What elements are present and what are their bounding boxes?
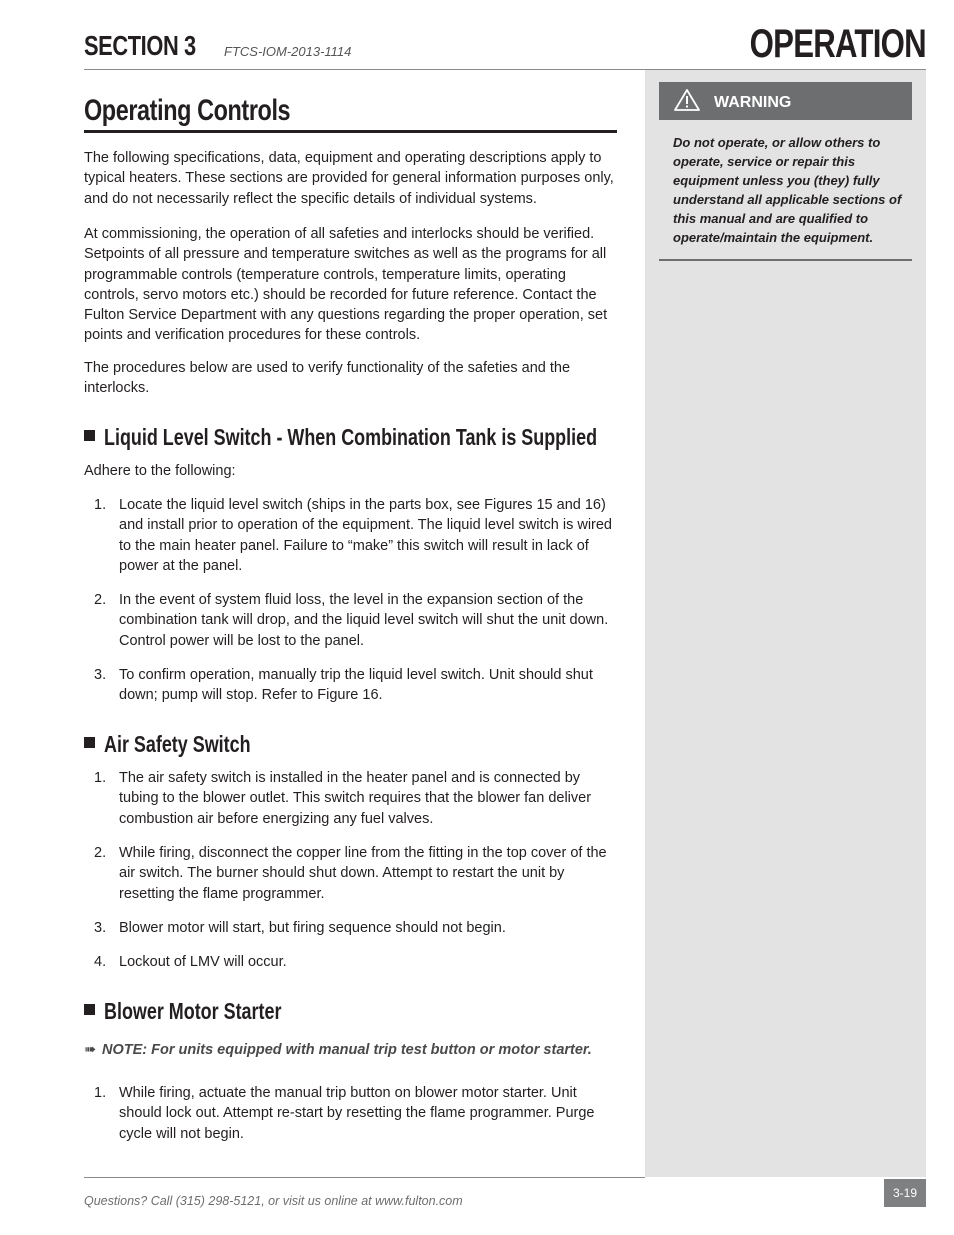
chapter-title: OPERATION <box>749 22 926 66</box>
intro-paragraph: At commissioning, the operation of all safeties and interlocks should be verified. Setpoints of all pressure and temperature switches as well as the programs for all programmable controls (temperature controls, temperature limits, operating controls, servo motors etc.) should be recorded for future reference. Contact the Fulton Service Department with any questions regarding the proper operation, set points and verification procedures for these controls. <box>84 226 608 344</box>
square-bullet-icon <box>84 430 95 441</box>
list-item: 3. Blower motor will start, but firing sequence should not begin. <box>94 920 506 936</box>
page-number: 3-19 <box>884 1179 926 1207</box>
section-heading-air-safety: Air Safety Switch <box>84 730 292 758</box>
title-underline <box>84 130 617 133</box>
square-bullet-icon <box>84 1004 95 1015</box>
section-lead: Adhere to the following: <box>84 463 236 479</box>
list-item: 1. The air safety switch is installed in the heater panel and is connected by tubing to the blower outlet. This switch requires that the blower fan deliver combustion air before energizing any fuel valves. <box>94 770 592 827</box>
list-item: 4. Lockout of LMV will occur. <box>94 954 287 970</box>
list-item: 2. While firing, disconnect the copper line from the fitting in the top cover of the air switch. The burner should shut down. Attempt to restart the unit by resetting the flame programmer. <box>94 845 607 902</box>
note-callout: ➠ NOTE: For units equipped with manual trip test button or motor starter. <box>84 1042 592 1058</box>
intro-paragraph: The procedures below are used to verify functionality of the safeties and the interlocks. <box>84 360 571 397</box>
list-item: 1. Locate the liquid level switch (ships in the parts box, see Figures 15 and 16) and install prior to operation of the equipment. The liquid level switch is wired to the main heater panel. Failure to “make” this switch will result in lack of power at the panel. <box>94 497 612 574</box>
main-content <box>84 92 619 133</box>
document-id: FTCS-IOM-2013-1114 <box>224 44 352 59</box>
intro-paragraph: The following specifications, data, equipment and operating descriptions apply to typical heaters. These sections are provided for general information purposes only, and do not necessarily reflect the specific details of individual systems. <box>84 150 614 207</box>
list-item: 2. In the event of system fluid loss, the level in the expansion section of the combination tank will drop, and the liquid level switch will shut the unit down. Control power will be lost to the panel. <box>94 592 609 649</box>
list-item: 1. While firing, actuate the manual trip button on blower motor starter. Unit should lock out. Attempt re-start by resetting the flame programmer. Purge cycle will not begin. <box>94 1085 595 1142</box>
section-heading-blower-motor: Blower Motor Starter <box>84 997 331 1025</box>
warning-text: Do not operate, or allow others to operate, service or repair this equipment unless you (they) fully understand all applicable sections of this manual and are qualified to operate/maintain the equipment. <box>673 135 902 245</box>
warning-divider <box>659 259 912 261</box>
warning-banner <box>659 82 912 120</box>
list-item: 3. To confirm operation, manually trip the liquid level switch. Unit should shut down; pump will stop. Refer to Figure 16. <box>94 667 593 704</box>
page-title: Operating Controls <box>84 94 291 127</box>
warning-label: WARNING <box>714 94 792 111</box>
warning-triangle-icon <box>673 88 701 112</box>
section-heading-liquid-level: Liquid Level Switch - When Combination Tank is Supplied <box>84 423 736 451</box>
pointing-hand-icon: ➠ <box>84 1042 97 1058</box>
section-label: SECTION 3 <box>84 30 196 61</box>
footer-divider <box>84 1177 645 1178</box>
footer-contact: Questions? Call (315) 298-5121, or visit us online at www.fulton.com <box>84 1194 463 1208</box>
square-bullet-icon <box>84 737 95 748</box>
